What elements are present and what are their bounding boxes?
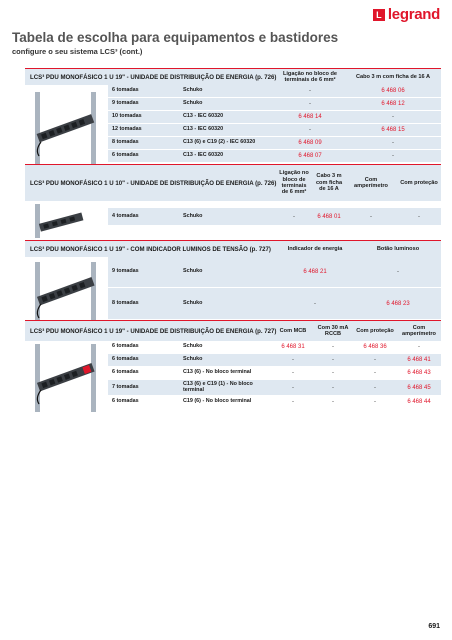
table-row [108, 367, 441, 380]
col-indicator: Indicador de energia [287, 245, 343, 252]
col-cable: Cabo 3 m com ficha de 16 A [355, 73, 431, 80]
col-terminal: Ligação no bloco de terminais de 6 mm² [282, 70, 338, 83]
section-header [25, 240, 441, 257]
type-cell: C13 (6) e C19 (1) - No bloco terminal [183, 380, 253, 393]
ref-cell: 6 468 41 [407, 357, 431, 363]
logo-mark-icon: L [373, 9, 385, 21]
page-subtitle: configure o seu sistema LCS³ (cont.) [12, 47, 143, 56]
type-cell: Schuko [183, 212, 203, 219]
table-row [108, 208, 441, 226]
table-row [108, 150, 441, 163]
ref-cell: - [309, 88, 311, 94]
pdu-19-image [25, 92, 105, 168]
ref-cell: - [418, 213, 420, 220]
outlets-cell: 9 tomadas [112, 100, 139, 107]
col-button: Botão luminoso [376, 245, 420, 252]
type-cell: C13 (6) - No bloco terminal [183, 369, 252, 376]
table-row [108, 396, 441, 409]
ref-cell: - [374, 384, 376, 391]
outlets-cell: 12 tomadas [112, 126, 142, 133]
pdu-image-icon [25, 92, 105, 168]
section-pdu-19-indicator [25, 240, 441, 307]
ref-cell: 6 468 15 [381, 127, 405, 133]
ref-cell: - [374, 357, 376, 363]
pdu-image-icon [25, 204, 105, 238]
type-cell: C19 (6) - No bloco terminal [183, 398, 252, 405]
pdu-10-image [25, 204, 105, 238]
ref-cell: - [309, 127, 311, 133]
table-row [108, 111, 441, 124]
outlets-cell: 6 tomadas [112, 152, 139, 159]
section-header [25, 164, 441, 201]
table-row [108, 341, 441, 354]
type-cell: C13 (6) e C19 (2) - IEC 60320 [183, 139, 256, 146]
ref-cell: 6 468 44 [407, 399, 431, 405]
type-cell: Schuko [183, 356, 203, 363]
ref-cell: - [332, 399, 334, 405]
ref-cell: 6 468 07 [298, 153, 322, 159]
pdu-image-icon [25, 262, 105, 322]
ref-cell: - [332, 344, 334, 350]
type-cell: Schuko [183, 299, 203, 306]
section-pdu-19-energy [25, 68, 441, 159]
ref-cell: - [309, 101, 311, 107]
outlets-cell: 6 tomadas [112, 343, 139, 350]
col-terminal: Ligação no bloco de terminais de 6 mm² [279, 170, 309, 196]
col-cable: Cabo 3 m com ficha de 16 A [315, 173, 343, 193]
ref-cell: 6 468 12 [381, 101, 405, 107]
page-number: 691 [428, 623, 440, 630]
outlets-cell: 6 tomadas [112, 87, 139, 94]
type-cell: Schuko [183, 343, 203, 350]
ref-cell: - [374, 399, 376, 405]
legrand-logo [373, 6, 440, 23]
outlets-cell: 7 tomadas [112, 383, 139, 390]
ref-cell: 6 468 45 [407, 384, 431, 391]
ref-cell: 6 468 23 [386, 300, 410, 307]
ref-cell: - [392, 140, 394, 146]
section-title: LCS³ PDU MONOFÁSICO 1 U 10" - UNIDADE DE DISTRIBUIÇÃO DE ENERGIA (p. 726) [30, 179, 277, 187]
outlets-cell: 6 tomadas [112, 369, 139, 376]
section-pdu-10-energy [25, 164, 441, 220]
outlets-cell: 10 tomadas [112, 113, 142, 120]
col-ammeter: Com amperímetro [354, 176, 388, 189]
ref-cell: 6 468 43 [407, 370, 431, 376]
type-cell: C13 - IEC 60320 [183, 152, 224, 159]
ref-cell: - [392, 114, 394, 120]
col-protection: Com proteção [400, 179, 438, 186]
section-rows [108, 85, 441, 163]
col-ammeter: Com amperímetro [402, 324, 436, 337]
ref-cell: - [397, 269, 399, 275]
outlets-cell: 8 tomadas [112, 139, 139, 146]
type-cell: Schuko [183, 100, 203, 107]
ref-cell: - [292, 384, 294, 391]
ref-cell: 6 468 06 [381, 88, 405, 94]
section-title: LCS³ PDU MONOFÁSICO 1 U 19" - UNIDADE DE DISTRIBUIÇÃO DE ENERGIA (p. 726) [30, 73, 277, 81]
section-rows [108, 257, 441, 320]
ref-cell: - [293, 213, 295, 220]
outlets-cell: 8 tomadas [112, 299, 139, 306]
ref-cell: 6 468 14 [298, 114, 322, 120]
outlets-cell: 9 tomadas [112, 268, 139, 275]
ref-cell: - [292, 357, 294, 363]
ref-cell: 6 468 01 [317, 213, 341, 220]
table-row [108, 137, 441, 150]
section-header [25, 68, 441, 85]
type-cell: Schuko [183, 268, 203, 275]
section-header [25, 320, 441, 341]
table-row [108, 98, 441, 111]
type-cell: C13 - IEC 60320 [183, 126, 224, 133]
table-row [108, 85, 441, 98]
ref-cell: 6 468 09 [298, 140, 322, 146]
pdu-image-icon [25, 344, 105, 412]
ref-cell: - [314, 300, 316, 307]
ref-cell: - [332, 384, 334, 391]
pdu-19-protection-image [25, 344, 105, 412]
ref-cell: 6 468 31 [281, 344, 305, 350]
outlets-cell: 6 tomadas [112, 398, 139, 405]
pdu-19-indicator-image [25, 262, 105, 322]
outlets-cell: 4 tomadas [112, 212, 139, 219]
outlets-cell: 6 tomadas [112, 356, 139, 363]
col-protection: Com proteção [356, 327, 394, 334]
type-cell: Schuko [183, 87, 203, 94]
col-rccb: Com 30 mA RCCB [317, 324, 349, 337]
ref-cell: - [374, 370, 376, 376]
section-rows [108, 208, 441, 226]
ref-cell: - [392, 153, 394, 159]
logo-text: legrand [387, 6, 440, 23]
table-row [108, 257, 441, 288]
ref-cell: 6 468 36 [363, 344, 387, 350]
section-pdu-19-protection [25, 320, 441, 405]
section-title: LCS³ PDU MONOFÁSICO 1 U 19" - UNIDADE DE DISTRIBUIÇÃO DE ENERGIA (p. 727) [30, 327, 277, 335]
table-row [108, 380, 441, 396]
type-cell: C13 - IEC 60320 [183, 113, 224, 120]
col-mcb: Com MCB [279, 327, 307, 334]
table-row [108, 288, 441, 320]
ref-cell: - [292, 370, 294, 376]
table-row [108, 354, 441, 367]
ref-cell: - [332, 357, 334, 363]
ref-cell: - [292, 399, 294, 405]
ref-cell: 6 468 21 [303, 269, 327, 275]
ref-cell: - [332, 370, 334, 376]
section-rows [108, 341, 441, 409]
ref-cell: - [418, 344, 420, 350]
section-title: LCS³ PDU MONOFÁSICO 1 U 19" - COM INDICADOR LUMINOS DE TENSÃO (p. 727) [30, 245, 271, 253]
table-row [108, 124, 441, 137]
page-title: Tabela de escolha para equipamentos e bastidores [12, 30, 339, 45]
ref-cell: - [370, 213, 372, 220]
